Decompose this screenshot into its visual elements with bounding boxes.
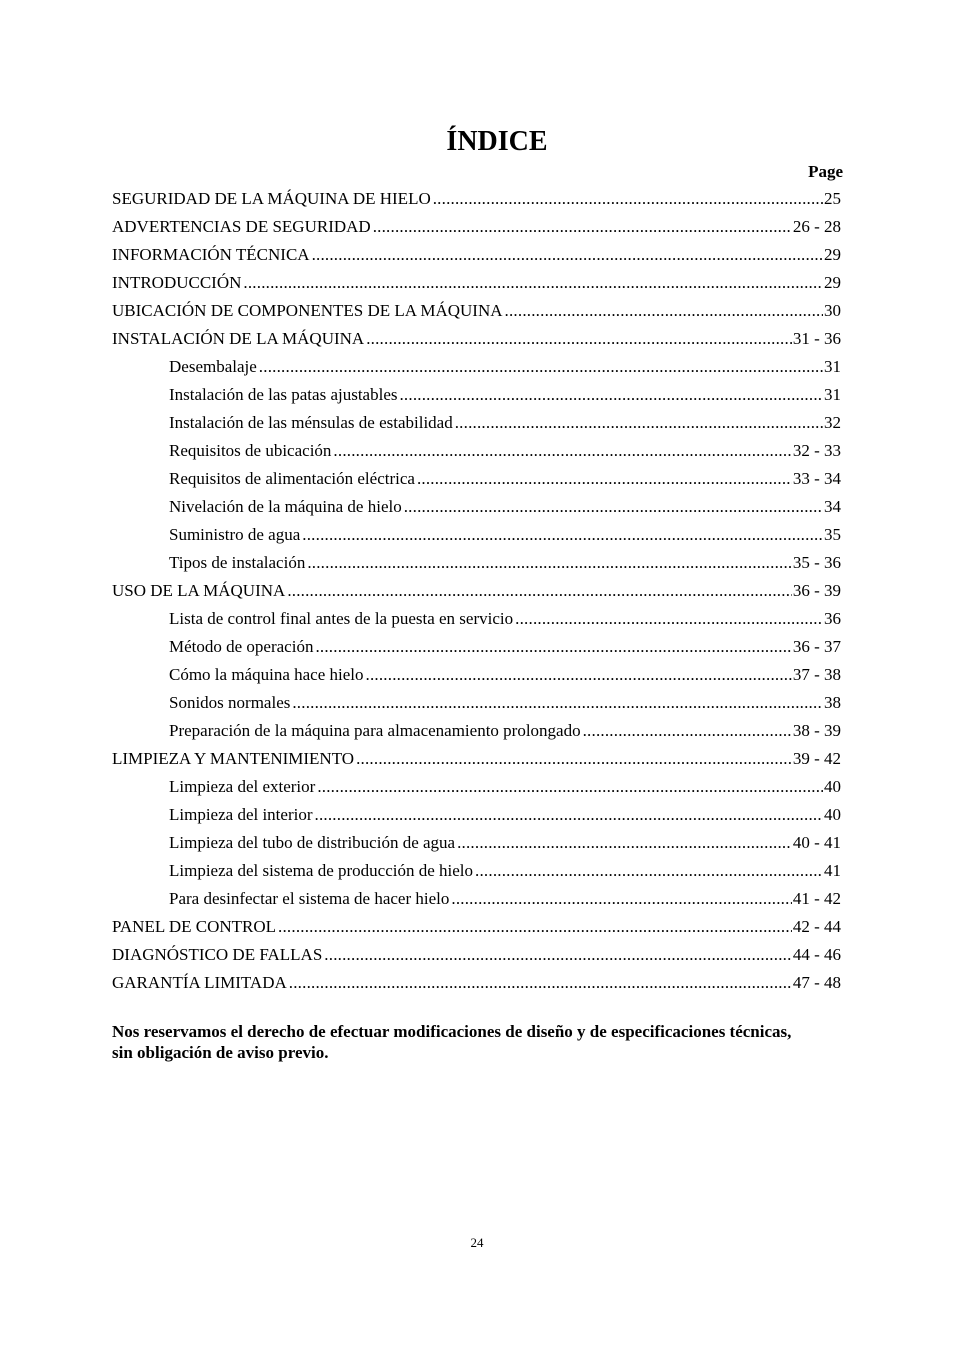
toc-entry: [112, 521, 841, 549]
toc-entry-page: 36 - 39: [792, 581, 841, 600]
toc-dot-leader: [457, 829, 792, 857]
toc-entry-page: 40: [824, 777, 841, 796]
toc-entry-label: Método de operación: [169, 637, 314, 656]
toc-entry: [112, 633, 841, 661]
toc-entry-label: INTRODUCCIÓN: [112, 273, 242, 292]
toc-dot-leader: [583, 717, 792, 745]
toc-entry-page: 47 - 48: [792, 973, 841, 992]
table-of-contents: [112, 185, 841, 997]
toc-dot-leader: [317, 773, 823, 801]
toc-entry-page: 29: [824, 273, 841, 292]
toc-dot-leader: [259, 353, 823, 381]
toc-entry-label: Requisitos de ubicación: [169, 441, 332, 460]
toc-entry-page: 38 - 39: [792, 721, 841, 740]
toc-entry-label: INFORMACIÓN TÉCNICA: [112, 245, 310, 264]
toc-entry-page: 25: [824, 189, 841, 208]
toc-entry-label: Limpieza del tubo de distribución de agua: [169, 833, 456, 852]
toc-entry-page: 38: [824, 693, 841, 712]
toc-entry-page: 35 - 36: [792, 553, 841, 572]
toc-entry-label: UBICACIÓN DE COMPONENTES DE LA MÁQUINA: [112, 301, 503, 320]
toc-entry: [112, 745, 841, 773]
toc-entry-label: ADVERTENCIAS DE SEGURIDAD: [112, 217, 371, 236]
toc-entry: [112, 549, 841, 577]
toc-dot-leader: [356, 745, 792, 773]
toc-entry-page: 26 - 28: [792, 217, 841, 236]
toc-dot-leader: [289, 969, 792, 997]
toc-entry-label: Suministro de agua: [169, 525, 301, 544]
toc-dot-leader: [292, 689, 823, 717]
toc-entry-label: Cómo la máquina hace hielo: [169, 665, 364, 684]
toc-dot-leader: [417, 465, 792, 493]
toc-entry-label: Nivelación de la máquina de hielo: [169, 497, 402, 516]
toc-entry-label: PANEL DE CONTROL: [112, 917, 277, 936]
toc-entry-label: Limpieza del interior: [169, 805, 313, 824]
toc-entry-page: 44 - 46: [792, 945, 841, 964]
toc-entry-label: GARANTÍA LIMITADA: [112, 973, 287, 992]
toc-dot-leader: [315, 801, 824, 829]
toc-entry-label: Limpieza del sistema de producción de hielo: [169, 861, 474, 880]
toc-entry: [112, 241, 841, 269]
toc-entry-label: Sonidos normales: [169, 693, 291, 712]
toc-dot-leader: [302, 521, 823, 549]
toc-entry-page: 37 - 38: [792, 665, 841, 684]
toc-entry-label: Tipos de instalación: [169, 553, 306, 572]
toc-entry: [112, 409, 841, 437]
page-title: ÍNDICE: [446, 126, 548, 157]
toc-entry-page: 31: [824, 385, 841, 404]
toc-dot-leader: [373, 213, 792, 241]
toc-entry: [112, 185, 841, 213]
toc-dot-leader: [278, 913, 792, 941]
toc-dot-leader: [451, 885, 791, 913]
toc-entry-page: 32: [824, 413, 841, 432]
toc-entry: [112, 885, 841, 913]
toc-dot-leader: [315, 633, 791, 661]
page-number: 24: [470, 1235, 484, 1250]
toc-entry-label: INSTALACIÓN DE LA MÁQUINA: [112, 329, 365, 348]
toc-entry-page: 34: [824, 497, 841, 516]
toc-entry: [112, 269, 841, 297]
toc-entry-page: 33 - 34: [792, 469, 841, 488]
toc-entry-page: 32 - 33: [792, 441, 841, 460]
toc-entry-page: 40 - 41: [792, 833, 841, 852]
toc-entry: [112, 381, 841, 409]
toc-entry-page: 41 - 42: [792, 889, 841, 908]
toc-entry-label: DIAGNÓSTICO DE FALLAS: [112, 945, 323, 964]
toc-entry: [112, 801, 841, 829]
toc-entry: [112, 437, 841, 465]
toc-entry-label: SEGURIDAD DE LA MÁQUINA DE HIELO: [112, 189, 431, 208]
toc-entry: [112, 857, 841, 885]
toc-entry: [112, 493, 841, 521]
toc-entry: [112, 661, 841, 689]
toc-entry-label: Instalación de las ménsulas de estabilidad: [169, 413, 453, 432]
toc-entry-page: 39 - 42: [792, 749, 841, 768]
toc-dot-leader: [324, 941, 792, 969]
disclaimer-notice: Nos reservamos el derecho de efectuar modificaciones de diseño y de especificaciones técnicas, sin obligación de aviso previo.: [112, 1022, 792, 1062]
toc-entry-page: 41: [824, 861, 841, 880]
toc-entry: [112, 353, 841, 381]
page-column-header: Page: [808, 162, 843, 181]
toc-entry: [112, 829, 841, 857]
toc-entry-label: Desembalaje: [169, 357, 257, 376]
toc-dot-leader: [455, 409, 823, 437]
toc-entry-label: LIMPIEZA Y MANTENIMIENTO: [112, 749, 355, 768]
toc-entry: [112, 465, 841, 493]
toc-entry: [112, 577, 841, 605]
toc-dot-leader: [399, 381, 823, 409]
toc-entry-page: 36: [824, 609, 841, 628]
toc-entry: [112, 913, 841, 941]
toc-dot-leader: [433, 185, 823, 213]
toc-entry-page: 29: [824, 245, 841, 264]
toc-dot-leader: [515, 605, 823, 633]
toc-dot-leader: [404, 493, 823, 521]
toc-entry: [112, 213, 841, 241]
toc-entry-label: Requisitos de alimentación eléctrica: [169, 469, 415, 488]
toc-dot-leader: [307, 549, 792, 577]
toc-entry-page: 31 - 36: [792, 329, 841, 348]
toc-entry: [112, 717, 841, 745]
toc-entry: [112, 605, 841, 633]
toc-entry-label: Preparación de la máquina para almacenamiento prolongado: [169, 721, 581, 740]
toc-entry: [112, 325, 841, 353]
toc-dot-leader: [475, 857, 823, 885]
toc-entry: [112, 773, 841, 801]
toc-dot-leader: [505, 297, 823, 325]
toc-entry-page: 35: [824, 525, 841, 544]
toc-entry-label: Limpieza del exterior: [169, 777, 316, 796]
toc-dot-leader: [287, 577, 792, 605]
toc-entry-label: USO DE LA MÁQUINA: [112, 581, 286, 600]
toc-dot-leader: [366, 661, 792, 689]
toc-dot-leader: [366, 325, 792, 353]
toc-entry: [112, 941, 841, 969]
toc-dot-leader: [243, 269, 823, 297]
toc-entry-page: 40: [824, 805, 841, 824]
toc-entry: [112, 969, 841, 997]
toc-entry: [112, 297, 841, 325]
toc-entry-label: Para desinfectar el sistema de hacer hielo: [169, 889, 450, 908]
toc-entry-page: 36 - 37: [792, 637, 841, 656]
toc-entry-page: 30: [824, 301, 841, 320]
toc-dot-leader: [312, 241, 823, 269]
toc-entry-page: 31: [824, 357, 841, 376]
toc-entry-page: 42 - 44: [792, 917, 841, 936]
toc-dot-leader: [333, 437, 791, 465]
toc-entry: [112, 689, 841, 717]
toc-entry-label: Instalación de las patas ajustables: [169, 385, 398, 404]
toc-entry-label: Lista de control final antes de la puesta en servicio: [169, 609, 514, 628]
